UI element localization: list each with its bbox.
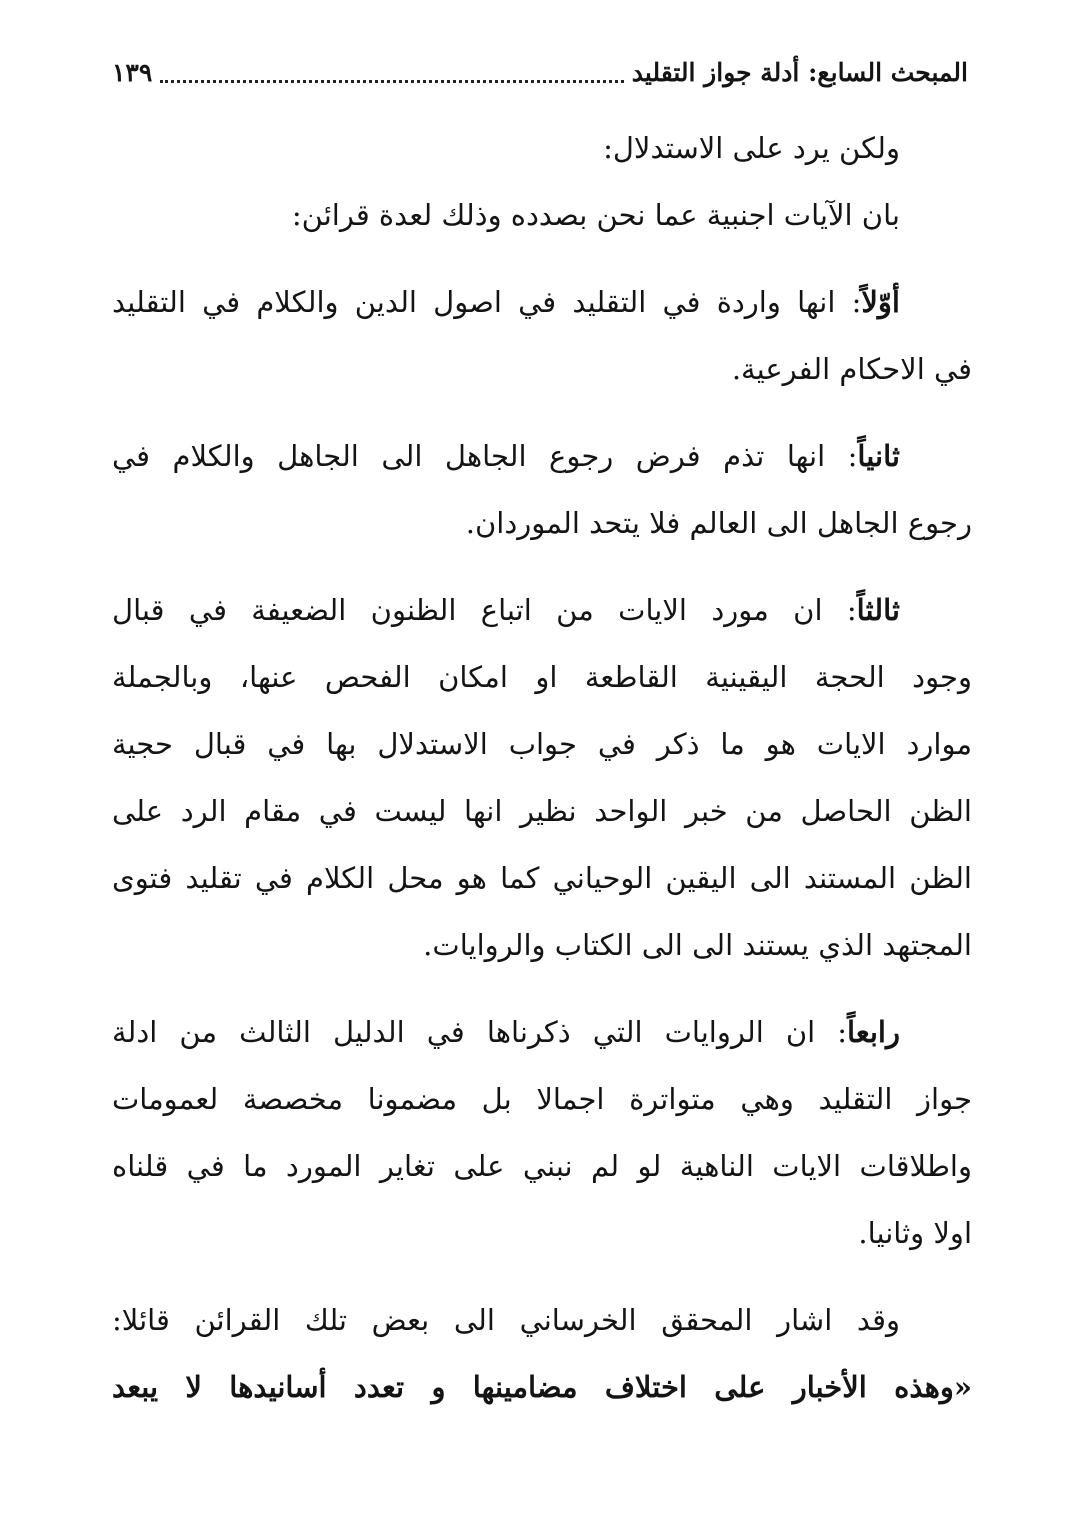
text-line: الظن المستند الى اليقين الوحياني كما هو محل الكلام في تقليد فتوى (112, 861, 972, 895)
item-label: ثالثاً (856, 593, 900, 627)
quotation-line: «وهذه الأخبار على اختلاف مضامينها و تعدد أسانيدها لا يبعد (112, 1370, 972, 1404)
text-line (112, 999, 972, 1066)
text-line: واطلاقات الايات الناهية لو لم نبني على تغاير المورد ما في قلناه (112, 1149, 972, 1183)
text-line: جواز التقليد وهي متواترة اجمالا بل مضمونا مخصصة لعمومات (112, 1082, 972, 1116)
text-line: في الاحكام الفرعية. (731, 352, 972, 386)
item-text: : انها تذم فرض رجوع الجاهل الى الجاهل والكلام في (112, 439, 858, 473)
item-text: : ان مورد الايات من اتباع الظنون الضعيفة في قبال (112, 593, 857, 627)
text-line: الظن الحاصل من خبر الواحد نظير انها ليست في مقام الرد على (112, 794, 972, 828)
running-header (112, 50, 968, 94)
paragraph-gap (112, 249, 972, 269)
text-line: ولكن يرد على الاستدلال: (603, 131, 900, 165)
text-line: اولا وثانيا. (858, 1216, 972, 1250)
paragraph-gap (112, 979, 972, 999)
text-line: رجوع الجاهل الى العالم فلا يتحد الموردان. (465, 506, 972, 540)
text-line (112, 269, 972, 336)
text-line (112, 577, 972, 644)
text-line (112, 423, 972, 490)
header-leader-dots (160, 62, 623, 83)
text-line: وجود الحجة اليقينية القاطعة او امكان الفحص عنها، وبالجملة (112, 660, 972, 694)
body-text (112, 115, 972, 1421)
item-text: : ان الروايات التي ذكرناها في الدليل الثالث من ادلة (112, 1015, 848, 1049)
item-label: أوّلاً (861, 285, 900, 319)
paragraph-gap (112, 1267, 972, 1287)
item-label: ثانياً (857, 439, 900, 473)
chapter-title: المبحث السابع: أدلة جواز التقليد (631, 57, 968, 87)
text-line: موارد الايات هو ما ذكر في جواب الاستدلال بها في قبال حجية (112, 727, 972, 761)
paragraph-gap (112, 557, 972, 577)
page-number: ١٣٩ (112, 57, 153, 87)
text-line: وقد اشار المحقق الخرساني الى بعض تلك القرائن قائلا: (112, 1303, 900, 1337)
paragraph-gap (112, 403, 972, 423)
item-text: : انها واردة في التقليد في اصول الدين والكلام في التقليد (112, 285, 862, 319)
item-label: رابعاً (847, 1015, 900, 1049)
text-line: بان الآيات اجنبية عما نحن بصدده وذلك لعدة قرائن: (291, 198, 900, 232)
text-line: المجتهد الذي يستند الى الى الكتاب والروايات. (423, 928, 972, 962)
